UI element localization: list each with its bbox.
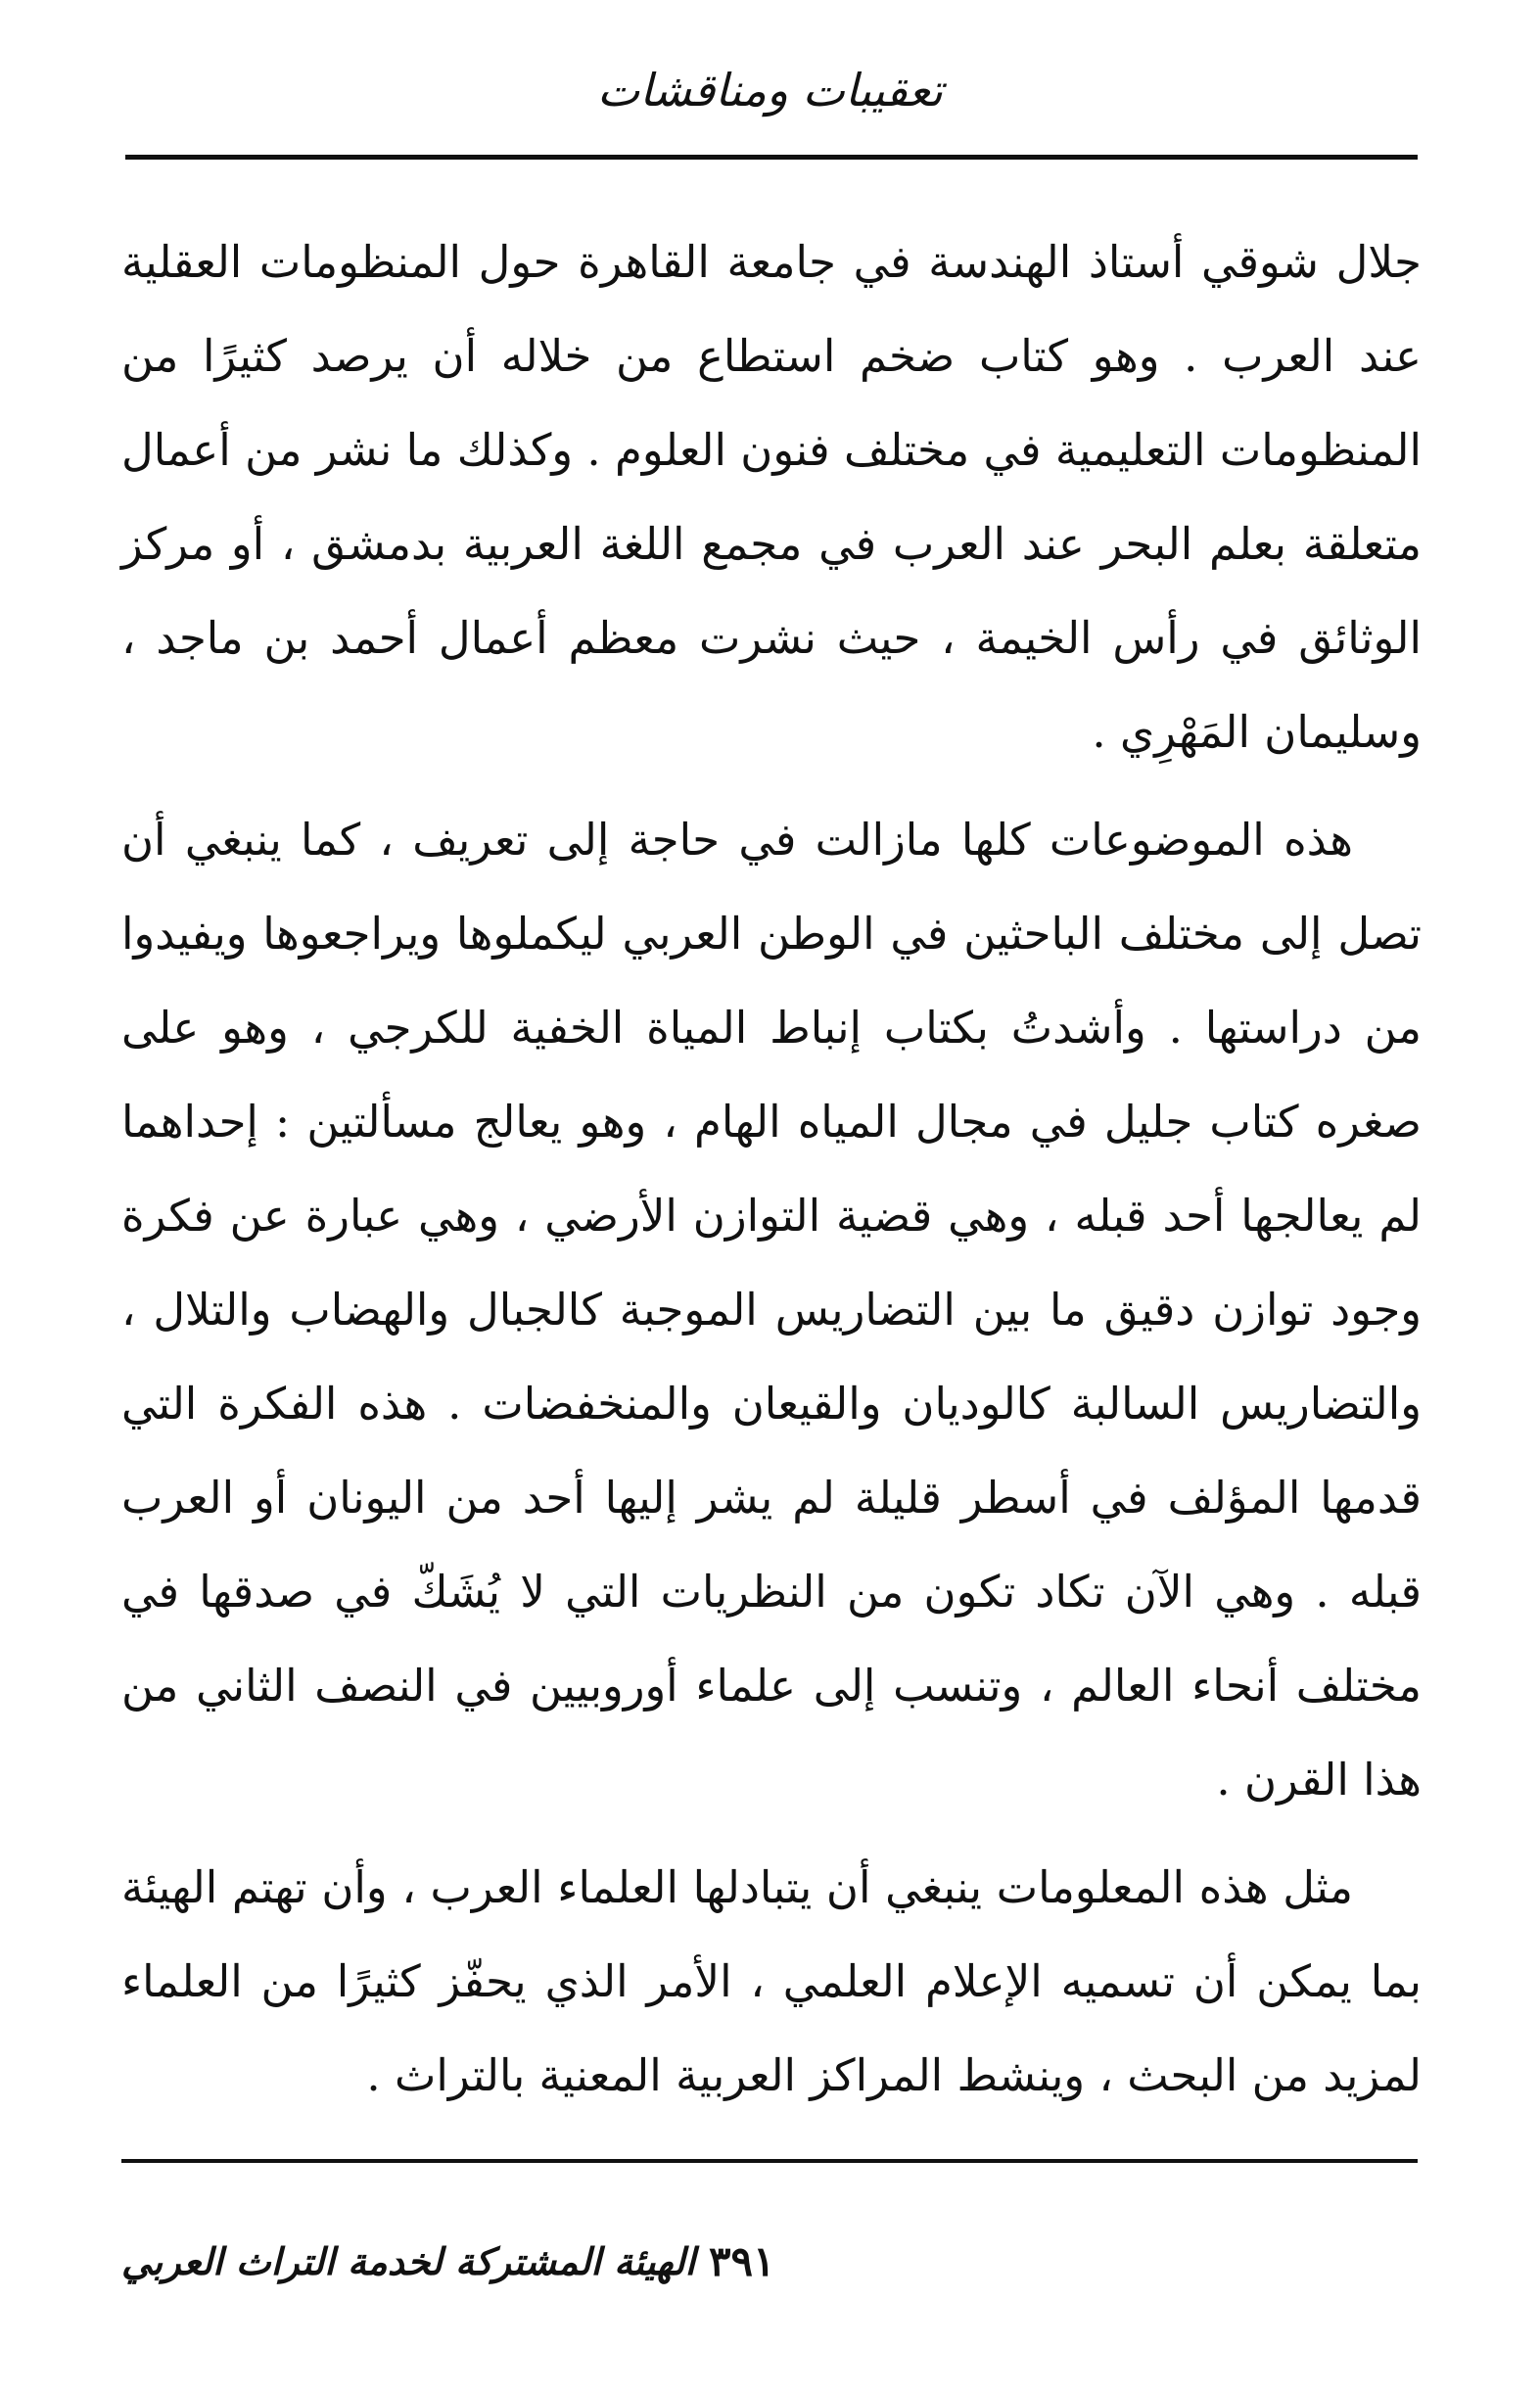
page-number: ٣٩١	[709, 2237, 775, 2285]
paragraph-3: مثل هذه المعلومات ينبغي أن يتبادلها العلماء العرب ، وأن تهتم الهيئة بما يمكن أن تسميه الإعلام العلمي ، الأمر الذي يحفّز كثيرًا من العلماء لمزيد من البحث ، وينشط المراكز العربية المعنية بالتراث .	[121, 1861, 1422, 2101]
footer-rule	[121, 2159, 1418, 2163]
header-rule	[125, 155, 1418, 160]
running-header-title: تعقيبات ومناقشات	[596, 64, 944, 117]
page-footer	[121, 2232, 1418, 2301]
body-text	[121, 215, 1422, 2136]
footer-publisher: الهيئة المشتركة لخدمة التراث العربي	[121, 2239, 696, 2283]
paragraph-1: جلال شوقي أستاذ الهندسة في جامعة القاهرة حول المنظومات العقلية عند العرب . وهو كتاب ضخم استطاع من خلاله أن يرصد كثيرًا من المنظومات التعليمية في مختلف فنون العلوم . وكذلك ما نشر من أعمال متعلقة بعلم البحر عند العرب في مجمع اللغة العربية بدمشق ، أو مركز الوثائق في رأس الخيمة ، حيث نشرت معظم أعمال أحمد بن ماجد ، وسليمان المَهْرِي .	[121, 236, 1422, 758]
paragraph-2: هذه الموضوعات كلها مازالت في حاجة إلى تعريف ، كما ينبغي أن تصل إلى مختلف الباحثين في الوطن العربي ليكملوها ويراجعوها ويفيدوا من دراستها . وأشدتُ بكتاب إنباط المياة الخفية للكرجي ، وهو على صغره كتاب جليل في مجال المياه الهام ، وهو يعالج مسألتين : إحداهما لم يعالجها أحد قبله ، وهي قضية التوازن الأرضي ، وهي عبارة عن فكرة وجود توازن دقيق ما بين التضاريس الموجبة كالجبال والهضاب والتلال ، والتضاريس السالبة كالوديان والقيعان والمنخفضات . هذه الفكرة التي قدمها المؤلف في أسطر قليلة لم يشر إليها أحد من اليونان أو العرب قبله . وهي الآن تكاد تكون من النظريات التي لا يُشَكّ في صدقها في مختلف أنحاء العالم ، وتنسب إلى علماء أوروبيين في النصف الثاني من هذا القرن .	[121, 814, 1422, 1806]
